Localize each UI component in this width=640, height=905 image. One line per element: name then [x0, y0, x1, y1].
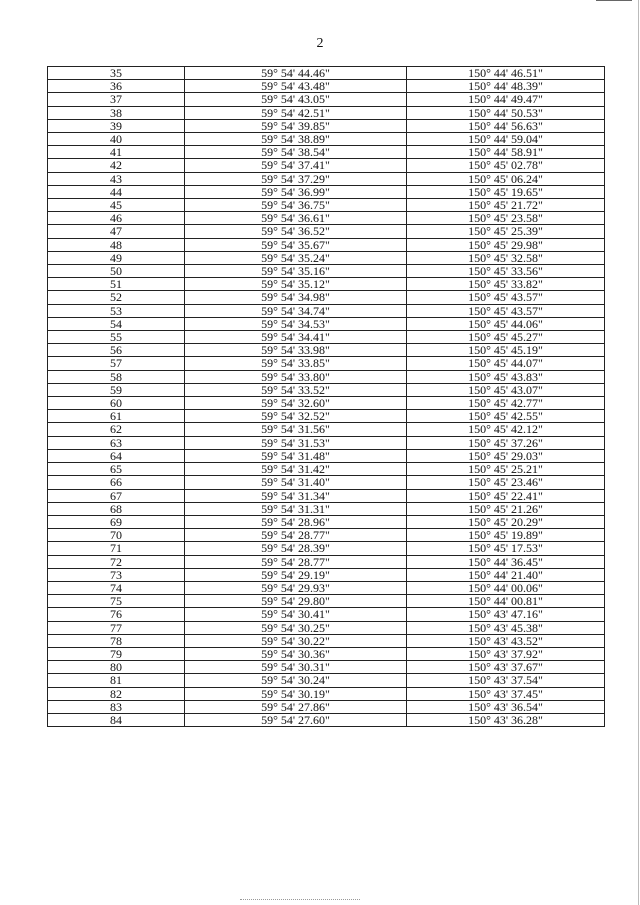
latitude-cell: 59° 54' 43.05" [185, 93, 407, 106]
longitude-cell: 150° 44' 58.91" [407, 146, 605, 159]
longitude-cell: 150° 45' 23.46" [407, 476, 605, 489]
table-row [48, 476, 605, 489]
point-number-cell: 53 [48, 304, 185, 317]
longitude-cell: 150° 45' 42.77" [407, 397, 605, 410]
latitude-cell: 59° 54' 31.53" [185, 436, 407, 449]
latitude-cell: 59° 54' 35.24" [185, 251, 407, 264]
point-number-cell: 38 [48, 106, 185, 119]
latitude-cell: 59° 54' 39.85" [185, 119, 407, 132]
table-row [48, 661, 605, 674]
point-number-cell: 82 [48, 687, 185, 700]
table-row [48, 489, 605, 502]
latitude-cell: 59° 54' 28.39" [185, 542, 407, 555]
table-row [48, 146, 605, 159]
table-row [48, 634, 605, 647]
table-row [48, 67, 605, 80]
table-row [48, 212, 605, 225]
latitude-cell: 59° 54' 28.96" [185, 515, 407, 528]
latitude-cell: 59° 54' 28.77" [185, 555, 407, 568]
latitude-cell: 59° 54' 31.42" [185, 463, 407, 476]
table-row [48, 621, 605, 634]
latitude-cell: 59° 54' 30.24" [185, 674, 407, 687]
table-row [48, 317, 605, 330]
point-number-cell: 66 [48, 476, 185, 489]
latitude-cell: 59° 54' 36.52" [185, 225, 407, 238]
longitude-cell: 150° 45' 43.83" [407, 370, 605, 383]
table-row [48, 463, 605, 476]
point-number-cell: 37 [48, 93, 185, 106]
latitude-cell: 59° 54' 36.75" [185, 199, 407, 212]
longitude-cell: 150° 45' 17.53" [407, 542, 605, 555]
point-number-cell: 65 [48, 463, 185, 476]
table-row [48, 700, 605, 713]
point-number-cell: 81 [48, 674, 185, 687]
point-number-cell: 54 [48, 317, 185, 330]
latitude-cell: 59° 54' 31.48" [185, 449, 407, 462]
point-number-cell: 47 [48, 225, 185, 238]
latitude-cell: 59° 54' 33.98" [185, 344, 407, 357]
latitude-cell: 59° 54' 30.41" [185, 608, 407, 621]
longitude-cell: 150° 45' 33.56" [407, 265, 605, 278]
latitude-cell: 59° 54' 30.36" [185, 647, 407, 660]
table-row [48, 674, 605, 687]
longitude-cell: 150° 45' 43.57" [407, 304, 605, 317]
longitude-cell: 150° 45' 29.03" [407, 449, 605, 462]
longitude-cell: 150° 45' 23.58" [407, 212, 605, 225]
longitude-cell: 150° 45' 19.65" [407, 185, 605, 198]
table-row [48, 397, 605, 410]
longitude-cell: 150° 45' 45.27" [407, 331, 605, 344]
latitude-cell: 59° 54' 38.54" [185, 146, 407, 159]
page-number: 2 [316, 36, 324, 51]
point-number-cell: 56 [48, 344, 185, 357]
latitude-cell: 59° 54' 29.80" [185, 595, 407, 608]
latitude-cell: 59° 54' 37.29" [185, 172, 407, 185]
table-row [48, 449, 605, 462]
point-number-cell: 61 [48, 410, 185, 423]
table-row [48, 595, 605, 608]
table-row [48, 608, 605, 621]
table-row [48, 713, 605, 726]
point-number-cell: 57 [48, 357, 185, 370]
table-row [48, 225, 605, 238]
longitude-cell: 150° 45' 21.72" [407, 199, 605, 212]
table-row [48, 251, 605, 264]
longitude-cell: 150° 44' 36.45" [407, 555, 605, 568]
latitude-cell: 59° 54' 32.52" [185, 410, 407, 423]
table-row [48, 199, 605, 212]
point-number-cell: 55 [48, 331, 185, 344]
longitude-cell: 150° 43' 37.45" [407, 687, 605, 700]
table-row [48, 133, 605, 146]
scan-bottom-mark [240, 899, 360, 901]
point-number-cell: 35 [48, 67, 185, 80]
longitude-cell: 150° 45' 45.19" [407, 344, 605, 357]
table-row [48, 357, 605, 370]
point-number-cell: 43 [48, 172, 185, 185]
table-row [48, 542, 605, 555]
longitude-cell: 150° 45' 43.57" [407, 291, 605, 304]
longitude-cell: 150° 45' 06.24" [407, 172, 605, 185]
table-row [48, 647, 605, 660]
point-number-cell: 68 [48, 502, 185, 515]
table-row [48, 278, 605, 291]
longitude-cell: 150° 45' 02.78" [407, 159, 605, 172]
latitude-cell: 59° 54' 34.98" [185, 291, 407, 304]
table-row [48, 581, 605, 594]
latitude-cell: 59° 54' 29.93" [185, 581, 407, 594]
latitude-cell: 59° 54' 31.40" [185, 476, 407, 489]
table-row [48, 238, 605, 251]
table-row [48, 383, 605, 396]
table-row [48, 370, 605, 383]
latitude-cell: 59° 54' 27.60" [185, 713, 407, 726]
point-number-cell: 70 [48, 529, 185, 542]
longitude-cell: 150° 45' 21.26" [407, 502, 605, 515]
table-row [48, 515, 605, 528]
latitude-cell: 59° 54' 30.19" [185, 687, 407, 700]
latitude-cell: 59° 54' 30.22" [185, 634, 407, 647]
longitude-cell: 150° 45' 44.06" [407, 317, 605, 330]
longitude-cell: 150° 45' 43.07" [407, 383, 605, 396]
longitude-cell: 150° 44' 59.04" [407, 133, 605, 146]
latitude-cell: 59° 54' 35.67" [185, 238, 407, 251]
longitude-cell: 150° 45' 22.41" [407, 489, 605, 502]
point-number-cell: 63 [48, 436, 185, 449]
scan-side-edge [636, 0, 639, 905]
point-number-cell: 80 [48, 661, 185, 674]
scan-edge-mark [596, 0, 632, 3]
longitude-cell: 150° 43' 37.92" [407, 647, 605, 660]
table-row [48, 423, 605, 436]
latitude-cell: 59° 54' 38.89" [185, 133, 407, 146]
point-number-cell: 62 [48, 423, 185, 436]
point-number-cell: 69 [48, 515, 185, 528]
latitude-cell: 59° 54' 34.74" [185, 304, 407, 317]
point-number-cell: 48 [48, 238, 185, 251]
longitude-cell: 150° 43' 36.28" [407, 713, 605, 726]
point-number-cell: 41 [48, 146, 185, 159]
point-number-cell: 75 [48, 595, 185, 608]
latitude-cell: 59° 54' 37.41" [185, 159, 407, 172]
point-number-cell: 58 [48, 370, 185, 383]
longitude-cell: 150° 45' 20.29" [407, 515, 605, 528]
point-number-cell: 45 [48, 199, 185, 212]
point-number-cell: 52 [48, 291, 185, 304]
longitude-cell: 150° 45' 19.89" [407, 529, 605, 542]
point-number-cell: 83 [48, 700, 185, 713]
longitude-cell: 150° 45' 33.82" [407, 278, 605, 291]
longitude-cell: 150° 45' 29.98" [407, 238, 605, 251]
latitude-cell: 59° 54' 33.52" [185, 383, 407, 396]
point-number-cell: 64 [48, 449, 185, 462]
latitude-cell: 59° 54' 34.53" [185, 317, 407, 330]
latitude-cell: 59° 54' 31.31" [185, 502, 407, 515]
table-row [48, 568, 605, 581]
table-row [48, 555, 605, 568]
point-number-cell: 59 [48, 383, 185, 396]
table-row [48, 80, 605, 93]
point-number-cell: 39 [48, 119, 185, 132]
longitude-cell: 150° 44' 49.47" [407, 93, 605, 106]
point-number-cell: 74 [48, 581, 185, 594]
table-row [48, 119, 605, 132]
coordinates-table-body [48, 67, 605, 727]
longitude-cell: 150° 45' 37.26" [407, 436, 605, 449]
longitude-cell: 150° 45' 44.07" [407, 357, 605, 370]
latitude-cell: 59° 54' 36.61" [185, 212, 407, 225]
point-number-cell: 42 [48, 159, 185, 172]
latitude-cell: 59° 54' 42.51" [185, 106, 407, 119]
longitude-cell: 150° 44' 48.39" [407, 80, 605, 93]
table-row [48, 304, 605, 317]
point-number-cell: 60 [48, 397, 185, 410]
longitude-cell: 150° 43' 45.38" [407, 621, 605, 634]
longitude-cell: 150° 45' 42.12" [407, 423, 605, 436]
point-number-cell: 67 [48, 489, 185, 502]
point-number-cell: 49 [48, 251, 185, 264]
table-row [48, 172, 605, 185]
longitude-cell: 150° 43' 47.16" [407, 608, 605, 621]
latitude-cell: 59° 54' 27.86" [185, 700, 407, 713]
longitude-cell: 150° 44' 21.40" [407, 568, 605, 581]
latitude-cell: 59° 54' 44.46" [185, 67, 407, 80]
latitude-cell: 59° 54' 33.80" [185, 370, 407, 383]
longitude-cell: 150° 45' 32.58" [407, 251, 605, 264]
longitude-cell: 150° 44' 00.06" [407, 581, 605, 594]
coordinates-table [47, 66, 605, 727]
table-row [48, 291, 605, 304]
table-row [48, 185, 605, 198]
point-number-cell: 77 [48, 621, 185, 634]
table-row [48, 502, 605, 515]
longitude-cell: 150° 44' 00.81" [407, 595, 605, 608]
latitude-cell: 59° 54' 35.16" [185, 265, 407, 278]
longitude-cell: 150° 44' 50.53" [407, 106, 605, 119]
latitude-cell: 59° 54' 32.60" [185, 397, 407, 410]
point-number-cell: 40 [48, 133, 185, 146]
table-row [48, 331, 605, 344]
longitude-cell: 150° 45' 42.55" [407, 410, 605, 423]
latitude-cell: 59° 54' 29.19" [185, 568, 407, 581]
latitude-cell: 59° 54' 36.99" [185, 185, 407, 198]
table-row [48, 93, 605, 106]
point-number-cell: 44 [48, 185, 185, 198]
latitude-cell: 59° 54' 30.25" [185, 621, 407, 634]
longitude-cell: 150° 43' 37.54" [407, 674, 605, 687]
longitude-cell: 150° 43' 37.67" [407, 661, 605, 674]
latitude-cell: 59° 54' 30.31" [185, 661, 407, 674]
table-row [48, 436, 605, 449]
longitude-cell: 150° 45' 25.21" [407, 463, 605, 476]
table-row [48, 529, 605, 542]
table-row [48, 687, 605, 700]
point-number-cell: 51 [48, 278, 185, 291]
table-row [48, 159, 605, 172]
latitude-cell: 59° 54' 31.56" [185, 423, 407, 436]
table-row [48, 265, 605, 278]
longitude-cell: 150° 45' 25.39" [407, 225, 605, 238]
latitude-cell: 59° 54' 43.48" [185, 80, 407, 93]
table-row [48, 106, 605, 119]
point-number-cell: 46 [48, 212, 185, 225]
point-number-cell: 79 [48, 647, 185, 660]
point-number-cell: 71 [48, 542, 185, 555]
point-number-cell: 76 [48, 608, 185, 621]
longitude-cell: 150° 43' 43.52" [407, 634, 605, 647]
longitude-cell: 150° 44' 46.51" [407, 67, 605, 80]
table-row [48, 344, 605, 357]
point-number-cell: 50 [48, 265, 185, 278]
latitude-cell: 59° 54' 34.41" [185, 331, 407, 344]
point-number-cell: 73 [48, 568, 185, 581]
point-number-cell: 78 [48, 634, 185, 647]
latitude-cell: 59° 54' 33.85" [185, 357, 407, 370]
latitude-cell: 59° 54' 35.12" [185, 278, 407, 291]
longitude-cell: 150° 43' 36.54" [407, 700, 605, 713]
point-number-cell: 72 [48, 555, 185, 568]
latitude-cell: 59° 54' 28.77" [185, 529, 407, 542]
table-row [48, 410, 605, 423]
latitude-cell: 59° 54' 31.34" [185, 489, 407, 502]
point-number-cell: 84 [48, 713, 185, 726]
longitude-cell: 150° 44' 56.63" [407, 119, 605, 132]
point-number-cell: 36 [48, 80, 185, 93]
